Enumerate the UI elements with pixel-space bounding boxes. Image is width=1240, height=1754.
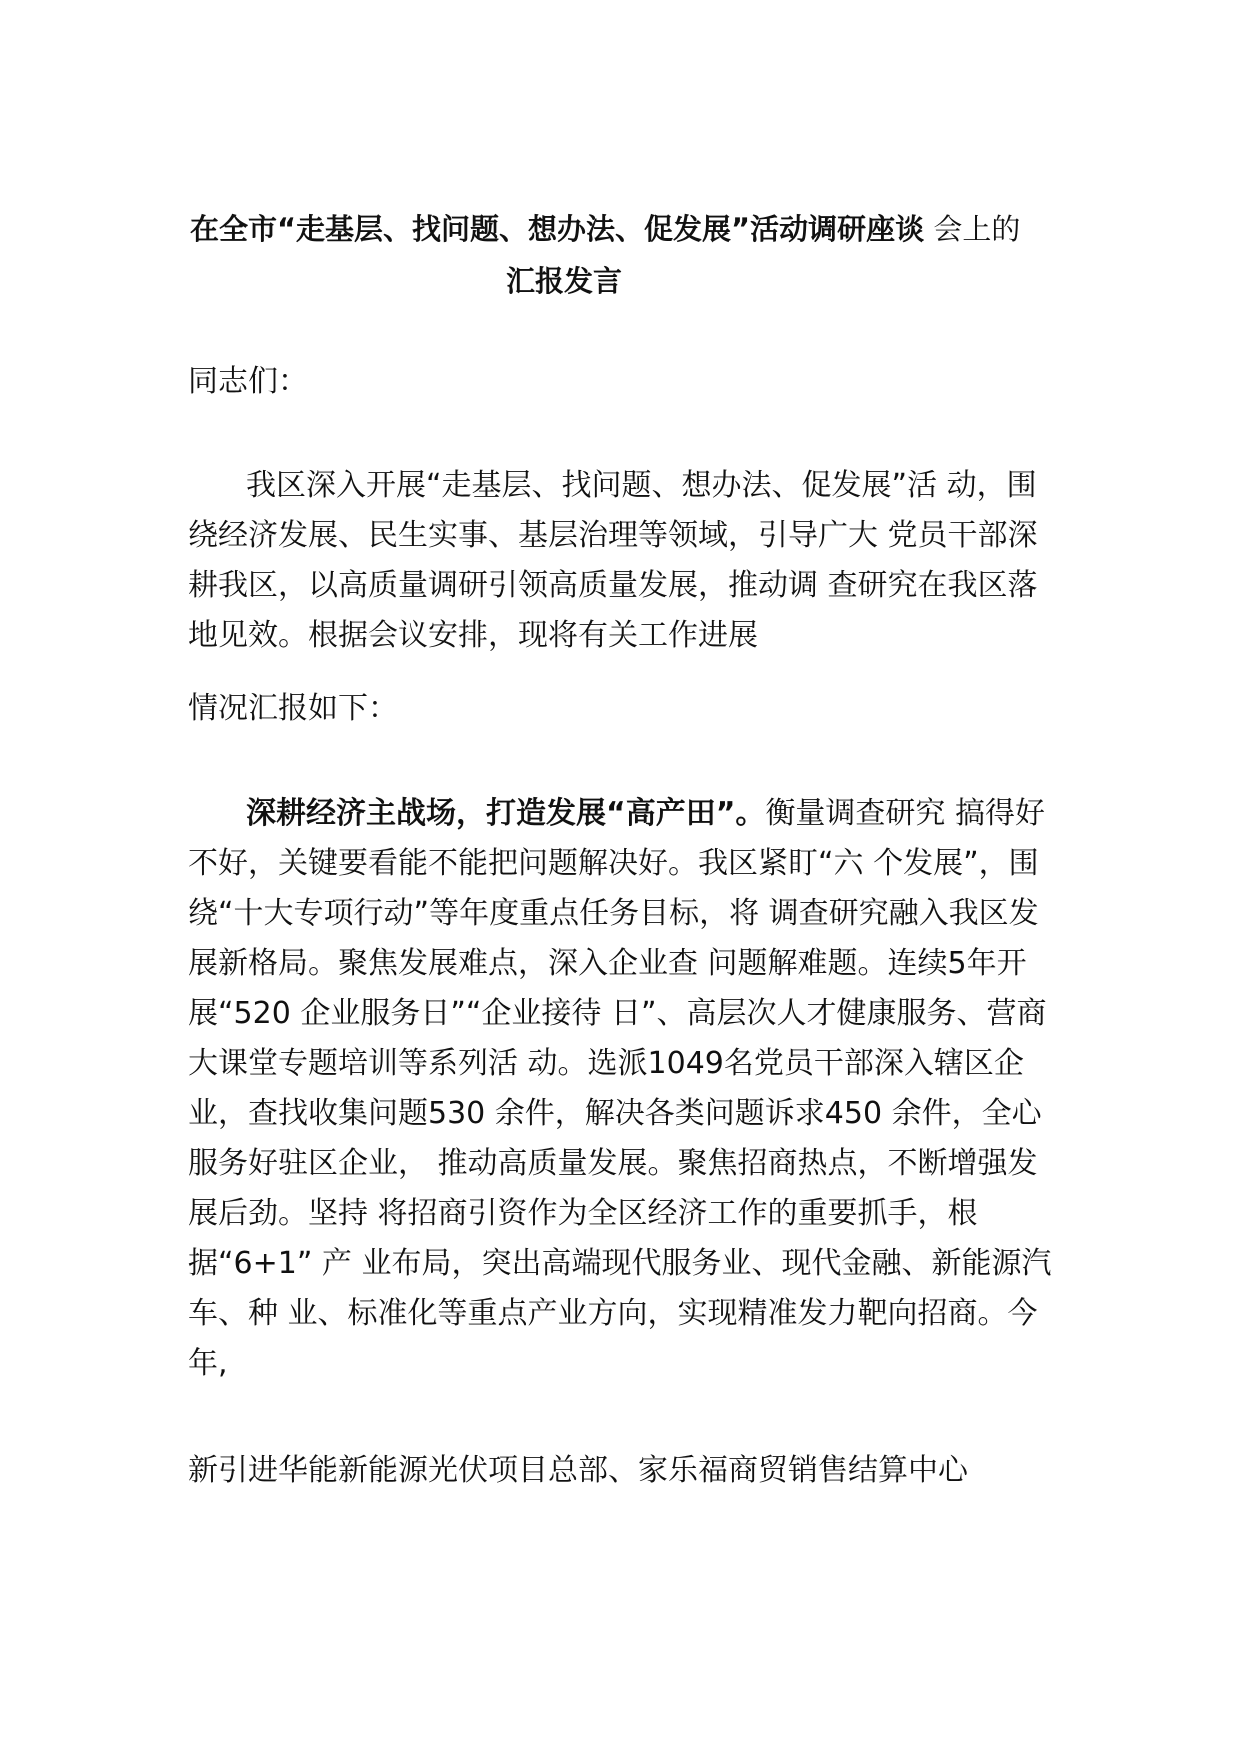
paragraph-2-heading: 深耕经济主战场，打造发展“高产田”。: [246, 796, 766, 831]
greeting: 同志们：: [188, 364, 308, 399]
paragraph-2-line: 大课堂专题培训等系列活 动。选派1049名党员干部深入辖区企: [188, 1046, 1024, 1081]
paragraph-2-line-1-rest: 衡量调查研究 搞得好: [765, 796, 1045, 831]
paragraph-2-line: [188, 790, 1068, 840]
paragraph-2-line: 不好，关键要看能不能把问题解决好。我区紧盯“六 个发展”，围: [188, 846, 1039, 881]
paragraph-1-line: 地见效。根据会议安排，现将有关工作进展: [188, 618, 758, 653]
title-line-1-bold: 在全市“走基层、找问题、想办法、促发展”活动调研座谈: [190, 212, 925, 246]
paragraph-2-line: 据“6+1” 产 业布局，突出高端现代服务业、现代金融、新能源汽: [188, 1246, 1052, 1281]
paragraph-2: [188, 790, 1068, 1390]
paragraph-2-line: 绕“十大专项行动”等年度重点任务目标，将 调查研究融入我区发: [188, 896, 1039, 931]
paragraph-1-line: 我区深入开展“走基层、找问题、想办法、促发展”活 动，围: [246, 468, 1037, 503]
title-line-1: [150, 203, 1090, 255]
paragraph-1: [188, 462, 1068, 662]
paragraph-3: 新引进华能新能源光伏项目总部、家乐福商贸销售结算中心: [188, 1453, 968, 1488]
document-title: [150, 203, 1090, 307]
title-line-2: 汇报发言: [506, 264, 623, 298]
paragraph-1-line: 绕经济发展、民生实事、基层治理等领域，引导广大 党员干部深: [188, 518, 1038, 553]
paragraph-1-tail: 情况汇报如下：: [188, 691, 398, 726]
paragraph-2-line: 展后劲。坚持 将招商引资作为全区经济工作的重要抓手，根: [188, 1196, 978, 1231]
paragraph-2-line: 业，查找收集问题530 余件，解决各类问题诉求450 余件，全心: [188, 1096, 1042, 1131]
title-line-1-light: 会上的: [924, 212, 1021, 246]
paragraph-2-line: 车、种 业、标准化等重点产业方向，实现精准发力靶向招商。今: [188, 1296, 1038, 1331]
paragraph-2-line: 服务好驻区企业， 推动高质量发展。聚焦招商热点，不断增强发: [188, 1146, 1038, 1181]
paragraph-1-line: 耕我区，以高质量调研引领高质量发展，推动调 查研究在我区落: [188, 568, 1038, 603]
paragraph-2-line: 展“520 企业服务日”“企业接待 日”、高层次人才健康服务、营商: [188, 996, 1047, 1031]
paragraph-2-line: 年,: [188, 1346, 228, 1381]
paragraph-2-line: 展新格局。聚焦发展难点，深入企业查 问题解难题。连续5年开: [188, 946, 1027, 981]
